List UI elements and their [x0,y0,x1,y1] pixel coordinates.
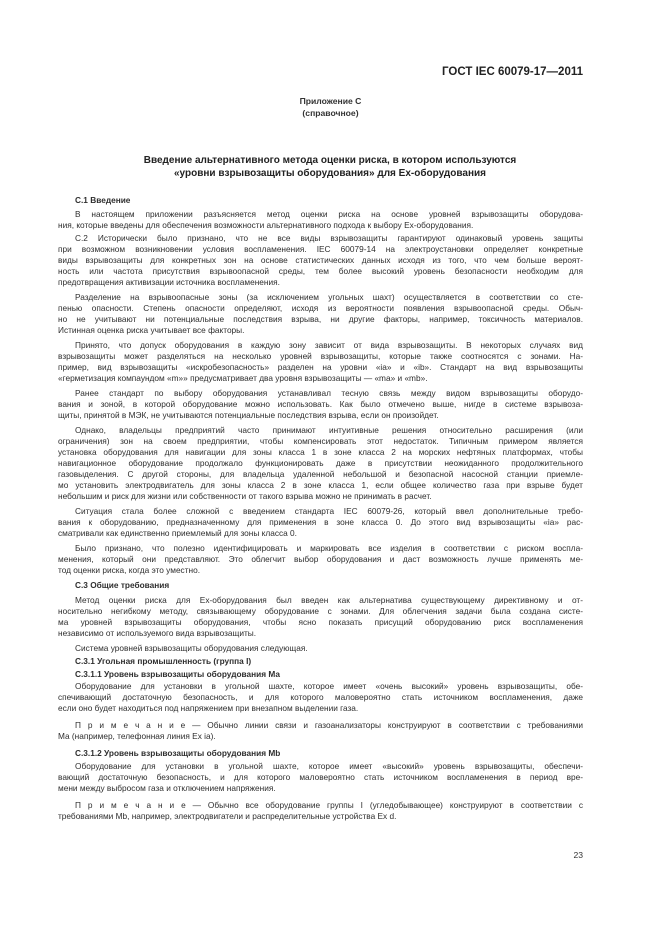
body-line: Ранее стандарт по выбору оборудования устанавливал тесную связь между видом взрывозащиты оборудо- [75,388,583,398]
body-line: независимо от используемого вида взрывозащиты. [58,628,257,638]
body-line: тод оценки риска, когда это уместно. [58,565,201,575]
note-line: Ма (например, телефонная линия Ex ia). [58,731,216,741]
body-line: но не учитывают ни потенциальные последствия взрыва, ни другие факторы, например, токсичность материалов. [58,314,583,324]
body-line: Было признано, что полезно идентифицировать и маркировать все изделия в соответствии с риском воспла- [75,543,583,553]
body-line: Ситуация стала более сложной с введением стандарта IEC 60079-26, который ввел дополнительные требо- [75,506,583,516]
body-line: при возможном возникновении условия воспламенения. IEC 60079-14 на электроустановки определяет конкретные [58,244,583,254]
note-line: П р и м е ч а н и е — Обычно все оборудование группы I (угледобывающее) конструируют в соответствии с [75,800,583,810]
body-line: Разделение на взрывоопасные зоны (за исключением угольных шахт) осуществляется в соответствии со сте- [75,292,583,302]
body-line: ограничения) зон на своем предприятии, чтобы компенсировать этот недостаток. Типичным примером является [58,436,583,446]
body-line: навигационное оборудование продолжало функционировать даже в присутствии неожиданного продолжительного [58,458,583,468]
subsection-heading-c3-1: С.3.1 Угольная промышленность (группа I) [75,656,252,666]
body-line: мени между выбросом газа и отключением напряжения. [58,783,276,793]
body-line: С.2 Исторически было признано, что не все виды взрывозащиты гарантируют одинаковый уровень защиты [75,233,583,243]
body-line: пенью опасности. Степень опасности определяют, исходя из вероятности появления взрывоопасной среды. Обыч- [58,303,583,313]
subsection-heading-c3-1-1: С.3.1.1 Уровень взрывозащиты оборудования Ма [75,669,281,679]
body-line: Оборудование для установки в угольной шахте, которое имеет «очень высокий» уровень взрывозащиты, обе- [75,681,583,691]
body-line: сматривали как единственно приемлемый для зоны класса 0. [58,528,297,538]
body-line: виды взрывозащиты для конкретных зон на основе статистических данных исходя из того, что чем больше вероят- [58,255,583,265]
body-line: Истинная оценка риска учитывает все факторы. [58,325,245,335]
body-line: ность или частота присутствия взрывоопасной среды, тем более высокий уровень безопасности необходим для [58,266,583,276]
body-line: пример, вид взрывозащиты «искробезопасность» разделен на уровни «ia» и «ib». Стандарт на вид взрывозащиты [58,362,583,372]
body-line: ма уровней взрывозащиты оборудования, чтобы ясно показать присущий оборудованию риск воспламенения [58,617,583,627]
body-line: Система уровней взрывозащиты оборудования следующая. [75,643,308,653]
annex-kind: (справочное) [302,108,359,118]
annex-title-line-1: Введение альтернативного метода оценки риска, в котором используются [143,155,517,166]
note-line: требованиями Mb, например, электродвигатели и распределительные устройства Ex d. [58,811,397,821]
body-line: ния, которые введены для обеспечения возможности альтернативного подхода к выбору Ex-оборудования. [58,220,474,230]
standard-designation: ГОСТ IEC 60079-17—2011 [442,66,583,78]
annex-label: Приложение С [299,96,362,106]
body-line: установка оборудования для навигации для зоны класса 1 в зоне класса 2 на морских нефтяных платформах, чтобы [58,447,583,457]
body-line: взрывозащиты может разделяться на несколько уровней взрывозащиты, которые также соотносятся с зонами. На- [58,351,583,361]
body-line: предотвращения активизации источника воспламенения. [58,277,280,287]
body-line: спечивающий достаточную безопасность, и для которого маловероятно стать источником воспламенения, даже [58,692,583,702]
body-line: Оборудование для установки в угольной шахте, которое имеет «высокий» уровень взрывозащиты, обеспечи- [75,761,583,771]
body-line: вающий достаточную безопасность, и для которого маловероятно стать источником воспламенения в период вре- [58,772,583,782]
body-line: щиты, принятой в МЭК, не учитываются потенциальные последствия взрыва, если он произойдет. [58,410,439,420]
body-line: если оно будет находиться под напряжением при внезапном выделении газа. [58,703,359,713]
section-heading-c1: С.1 Введение [75,195,131,205]
page-number: 23 [573,850,583,860]
body-line: В настоящем приложении разъясняется метод оценки риска на основе уровней взрывозащиты оборудова- [75,209,583,219]
body-line: небольшим и риск для жизни или собственности от такого взрыва можно не принимать в расчет. [58,491,432,501]
body-line: Однако, владельцы предприятий часто принимают интуитивные решения относительно расширения (или [75,425,583,435]
body-line: менения, который они представляют. Это облегчит выбор оборудования и даст возможность лучше применять ме- [58,554,583,564]
body-line: вания к оборудованию, предназначенному для применения в зоне класса 0. До этого вид взрывозащиты «ia» рас- [58,517,583,527]
note-line: П р и м е ч а н и е — Обычно линии связи и газоанализаторы конструируют в соответствии с требованиями [75,720,583,730]
body-line: Принято, что допуск оборудования в каждую зону зависит от вида взрывозащиты. В некоторых случаях вид [75,340,583,350]
body-line: Метод оценки риска для Ex-оборудования был введен как альтернатива существующему директивному и от- [75,595,583,605]
body-line: газовыделения. С другой стороны, для владельца удаленной небольшой и безопасной насосной станции приемле- [58,469,583,479]
annex-title-line-2: «уровни взрывозащиты оборудования» для Ex-оборудования [174,168,486,179]
body-line: вания и зоной, в которой оборудование можно использовать. Как было отмечено выше, нигде в системе взрывоза- [58,399,583,409]
body-line: носительно негибкому методу, связывающему оборудование с зонами. Для облегчения задачи была создана систе- [58,606,583,616]
body-line: мо установить электродвигатель для зоны класса 2 в зоне класса 1, если общее количество газа при взрыве будет [58,480,583,490]
body-line: «герметизация компаундом «m»» предусматривает два уровня взрывозащиты — «ma» и «mb». [58,373,428,383]
section-heading-c3: С.3 Общие требования [75,580,170,590]
subsection-heading-c3-1-2: С.3.1.2 Уровень взрывозащиты оборудования Mb [75,748,281,758]
